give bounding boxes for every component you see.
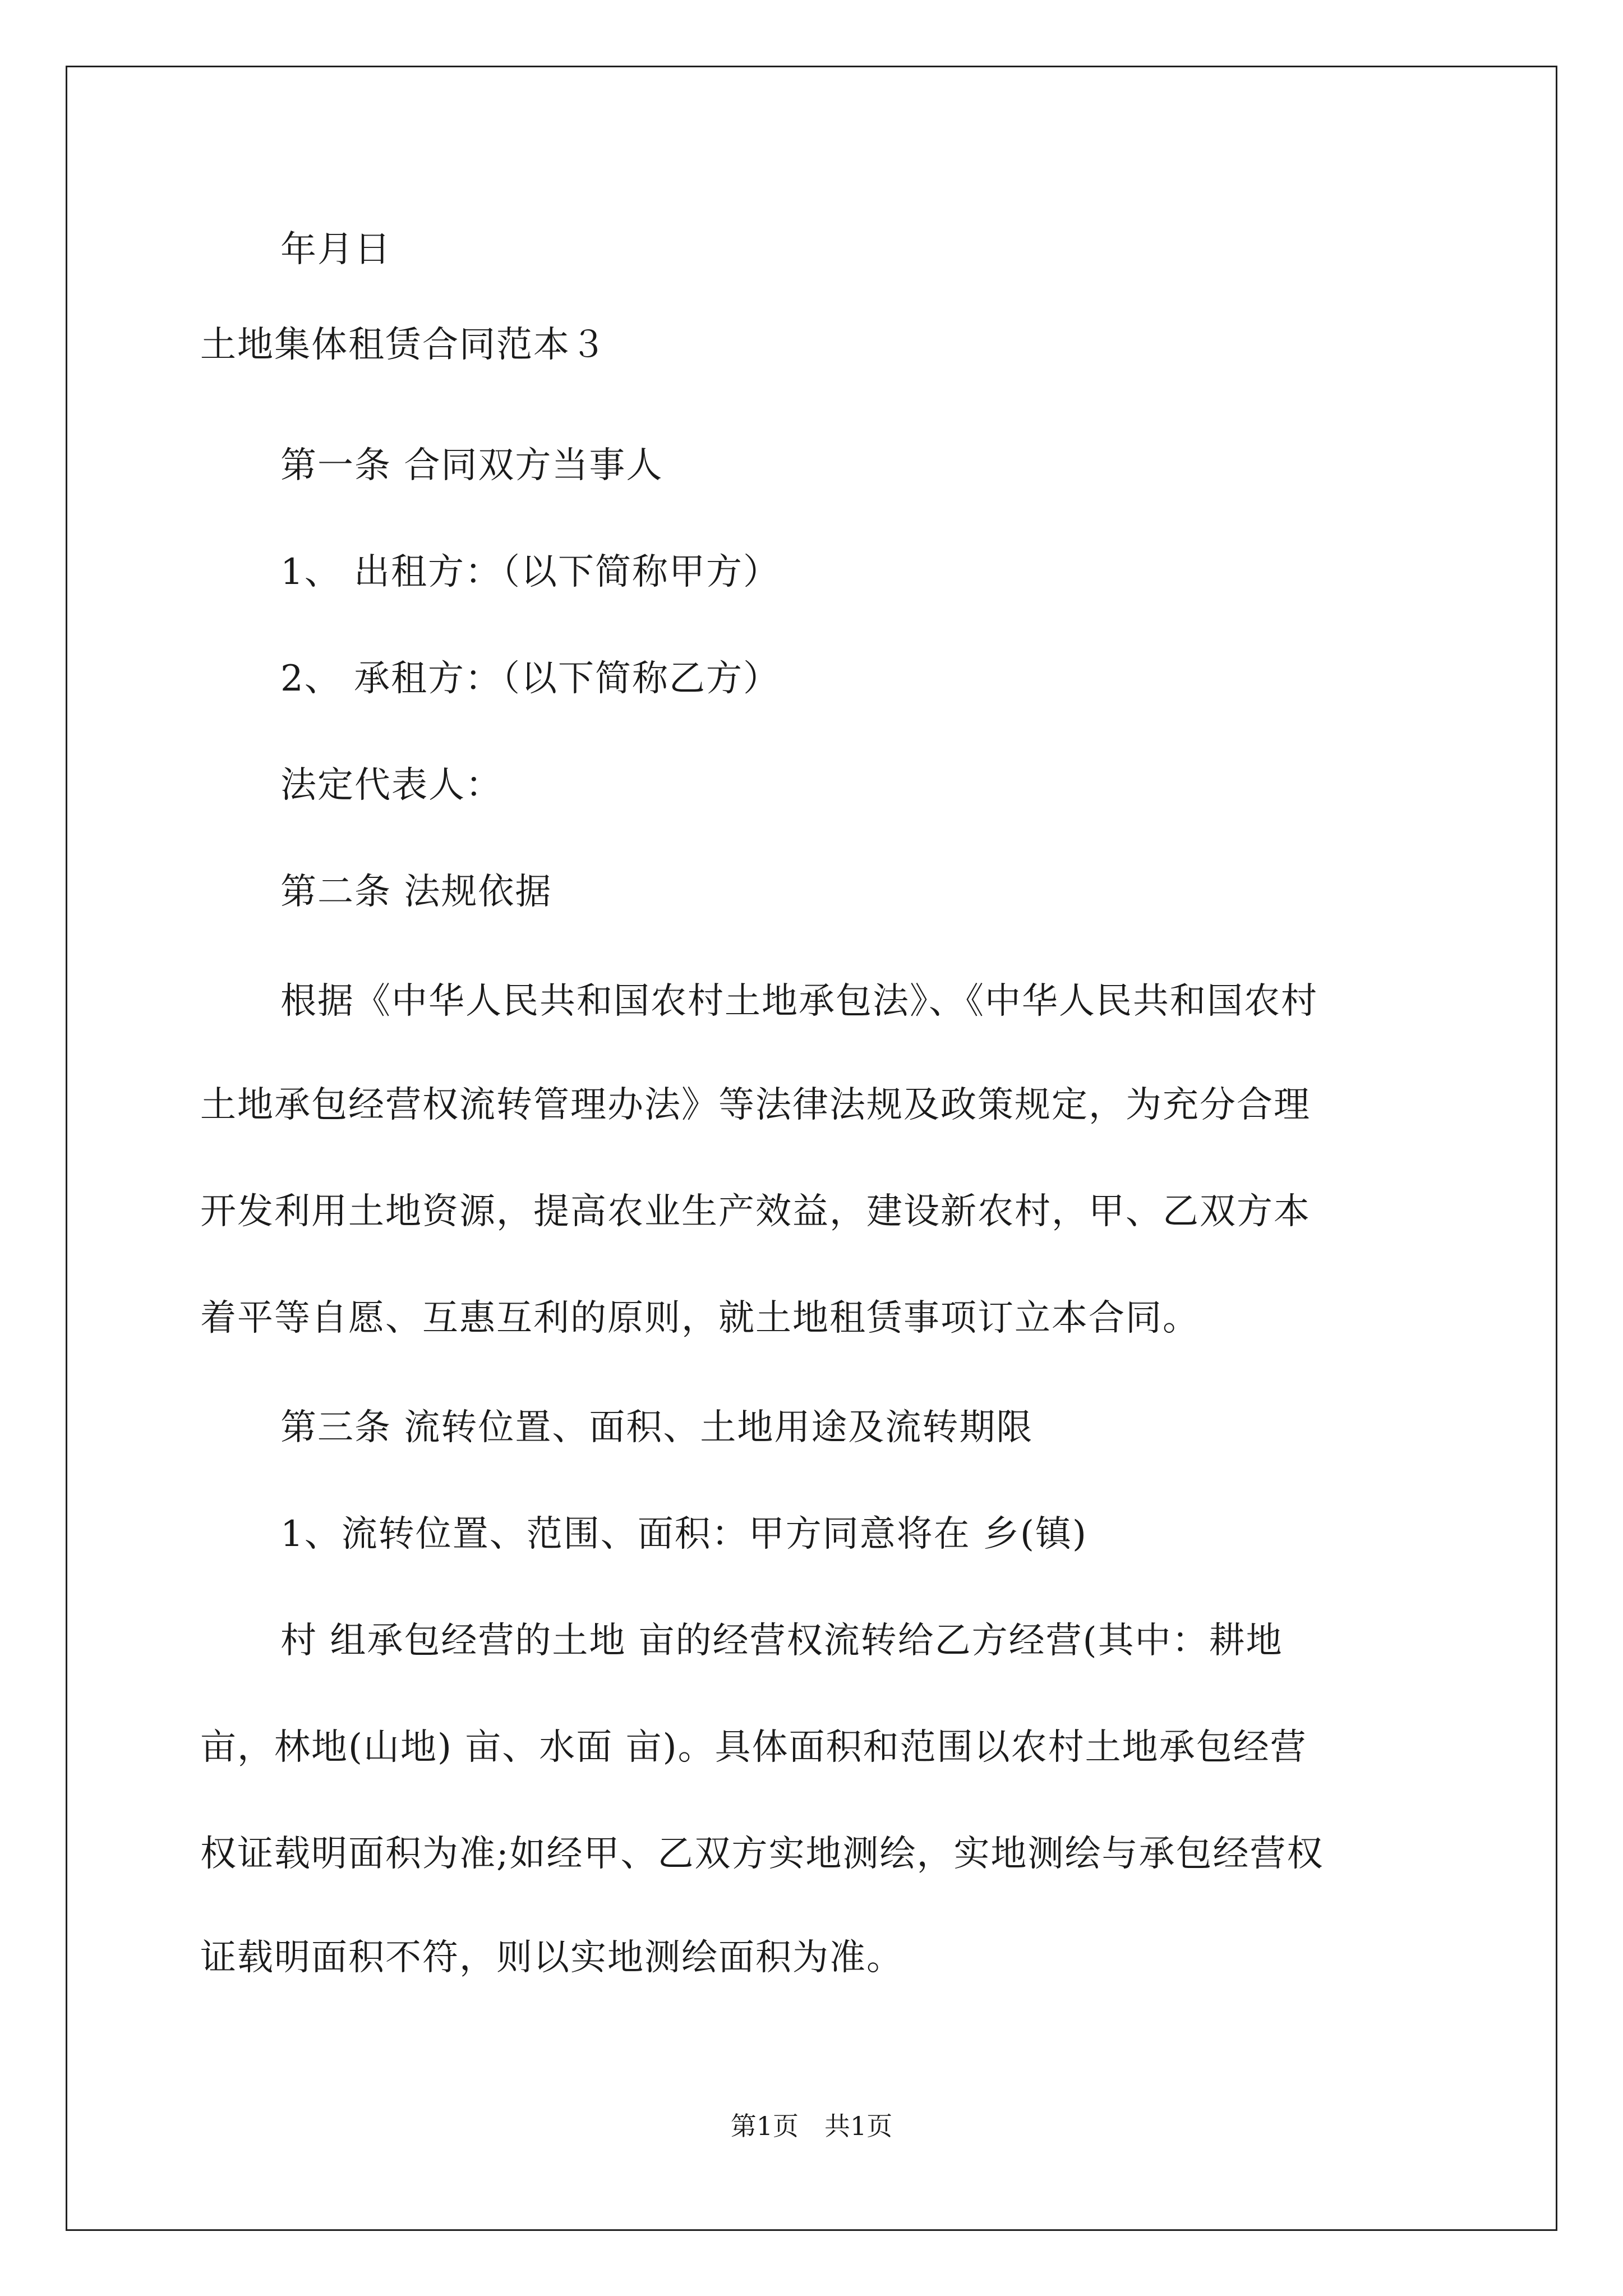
page-number: 第1页 共1页 xyxy=(730,2111,893,2141)
paragraph-line: 1、流转位置、范围、面积：甲方同意将在 乡(镇) xyxy=(280,1513,1087,1555)
legal-representative-line: 法定代表人： xyxy=(280,765,502,806)
paragraph-line: 村 组承包经营的土地 亩的经营权流转给乙方经营(其中：耕地 xyxy=(280,1620,1283,1662)
lessor-line: 1、 出租方：（以下简称甲方） xyxy=(280,551,781,593)
paragraph-line: 权证载明面积为准;如经甲、乙双方实地测绘，实地测绘与承包经营权 xyxy=(200,1833,1324,1875)
paragraph-line: 开发利用土地资源，提高农业生产效益，建设新农村，甲、乙双方本 xyxy=(200,1191,1311,1232)
paragraph-line: 证载明面积不符，则以实地测绘面积为准。 xyxy=(200,1937,903,1978)
article-1-heading: 第一条 合同双方当事人 xyxy=(280,445,663,486)
lessee-line: 2、 承租方：（以下简称乙方） xyxy=(280,658,781,700)
paragraph-line: 着平等自愿、互惠互利的原则，就土地租赁事项订立本合同。 xyxy=(200,1297,1200,1339)
article-2-heading: 第二条 法规依据 xyxy=(280,871,552,913)
article-3-heading: 第三条 流转位置、面积、土地用途及流转期限 xyxy=(280,1407,1034,1448)
page-border xyxy=(66,66,1557,2231)
paragraph-line: 土地承包经营权流转管理办法》等法律法规及政策规定，为充分合理 xyxy=(200,1084,1311,1126)
date-line: 年月日 xyxy=(280,229,391,270)
document-title: 土地集体租赁合同范本３ xyxy=(200,324,607,366)
paragraph-line: 根据《中华人民共和国农村土地承包法》、《中华人民共和国农村 xyxy=(280,981,1318,1022)
paragraph-line: 亩，林地(山地) 亩、水面 亩)。具体面积和范围以农村土地承包经营 xyxy=(200,1727,1307,1768)
